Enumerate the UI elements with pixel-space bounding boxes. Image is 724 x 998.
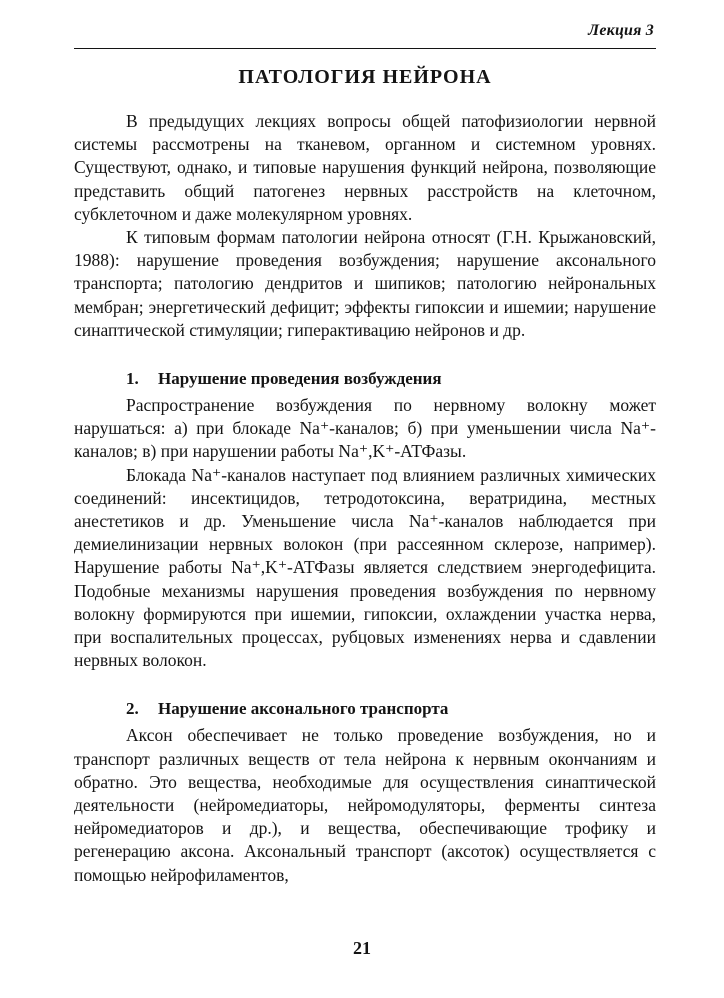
body-text xyxy=(74,110,656,887)
section-number: 1. xyxy=(126,369,139,389)
running-header: Лекция 3 xyxy=(588,22,654,39)
chapter-title: ПАТОЛОГИЯ НЕЙРОНА xyxy=(238,66,492,88)
intro-paragraph: К типовым формам патологии нейрона относят (Г.Н. Крыжановский, 1988): нарушение проведения возбуждения; нарушение аксонального транспорта; патологию дендритов и шипиков; патологию нейрональных мембран; энергетический дефицит; эффекты гипоксии и ишемии; нарушение синаптической стимуляции; гиперактивацию нейронов и др. xyxy=(74,227,656,340)
header-rule xyxy=(74,48,656,49)
section-number: 2. xyxy=(126,699,139,719)
section-heading xyxy=(74,698,656,720)
section-heading xyxy=(74,368,656,390)
section-paragraph: Блокада Na⁺-каналов наступает под влиянием различных химических соединений: инсектицидов, тетродотоксина, вератридина, местных анестетиков и др. Уменьшение числа Na⁺-каналов наблюдается при демиелинизации нервных волокон (при рассеянном склерозе, например). Нарушение работы Na⁺,K⁺-АТФазы является следствием энергодефицита. Подобные механизмы нарушения проведения возбуждения по нервному волокну формируются при ишемии, гипоксии, охлаждении участка нерва, при воспалительных процессах, рубцовых изменениях нерва и сдавлении нервных волокон. xyxy=(74,464,656,671)
page-number: 21 xyxy=(353,938,371,958)
section-title: Нарушение проведения возбуждения xyxy=(158,369,442,389)
section-title: Нарушение аксонального транспорта xyxy=(158,699,449,719)
section-paragraph: Аксон обеспечивает не только проведение возбуждения, но и транспорт различных веществ от тела нейрона к нервным окончаниям и обратно. Это вещества, необходимые для осуществления синаптической деятельности (нейромедиаторы, нейромодуляторы, ферменты синтеза нейромедиаторов и др.), и вещества, обеспечивающие трофику и регенерацию аксона. Аксональный транспорт (аксоток) осуществляется с помощью нейрофиламентов, xyxy=(74,725,656,885)
section-paragraph: Распространение возбуждения по нервному волокну может нарушаться: а) при блокаде Na⁺-каналов; б) при уменьшении числа Na⁺-каналов; в) при нарушении работы Na⁺,K⁺-АТФазы. xyxy=(74,395,656,462)
intro-paragraph: В предыдущих лекциях вопросы общей патофизиологии нервной системы рассмотрены на тканевом, органном и системном уровнях. Существуют, однако, и типовые нарушения функций нейрона, позволяющие представить общий патогенез нервных расстройств на клеточном, субклеточном и даже молекулярном уровнях. xyxy=(74,111,656,224)
